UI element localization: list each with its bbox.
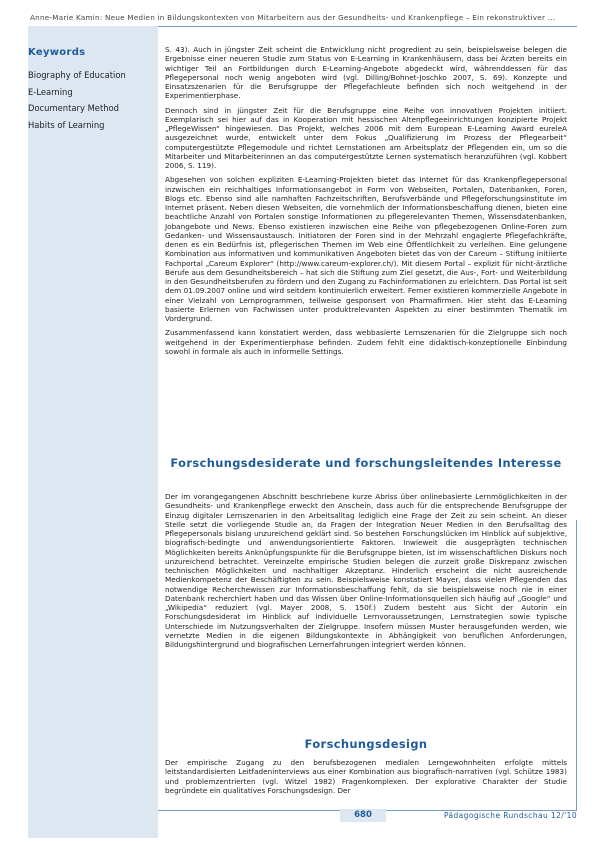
journal-name: Pädagogische Rundschau 12/'10: [443, 811, 577, 820]
keyword-item: Habits of Learning: [28, 119, 105, 130]
paragraph: S. 43). Auch in jüngster Zeit scheint die Entwicklung nicht progredient zu sein, beispielsweise belegen die Ergebnisse einer neueren Studie zum Status von E-Learning in Krankenhäusern, dass bei Ärzten bereits ein wichtiger Teil an Fortbildungen durch E-Learning-Angebote abgedeckt wird, währenddessen für das Pflegepersonal noch wenig angeboten wird (vgl. Dilling/Bohnet-Joschko 2007, S. 69). Konzepte und Einsatzszenarien für die Berufsgruppe der Pflegefachleute befinden sich noch weitgehend in der Experimentierphase.: [165, 45, 567, 101]
section-heading: Forschungsdesiderate und forschungsleitendes Interesse: [170, 456, 562, 470]
paragraph: Abgesehen von solchen expliziten E-Learning-Projekten bietet das Internet für das Krankenpflegepersonal inzwischen ein reichhaltiges Informationsangebot in Form von Webseiten, Portalen, Datenbanken, Foren, Blogs etc. Ebenso sind alle namhaften Fachzeitschriften, Berufsverbände und Pflegeforschungsinstitute im Internet präsent. Neben diesen Webseiten, die vornehmlich der Informationsbeschaffung dienen, bieten eine beachtliche Anzahl von Portalen sonstige Informationen zu pflegerelevanten Themen, Wissensdatenbanken, Jobangebote und News. Ebenso existieren inzwischen eine Reihe von pflegebezogenen Online-Foren zum Gedanken- und Wissensaustausch. Initiatoren der Foren sind in der Mehrzahl engagierte Pflegefachkräfte, denen es ein Bedürfnis ist, pflegerischen Themen im Web eine Öffentlichkeit zu verleihen. Eine gelungene Kombination aus informativen und kommunikativen Angeboten bietet das von der Careum – Stiftung initiierte Fachportal „Careum Explorer“ (http://www.careum-explorer.ch/). Mit diesem Portal – explizit für nicht-ärztliche Berufe aus dem Gesundheitsbereich – hat sich die Stiftung zum Ziel gesetzt, die Aus-, Fort- und Weiterbildung in den Gesundheitsberufen zu fördern und den Zugang zu Fachinformationen zu erleichtern. Das Portal ist seit dem 01.09.2007 online und wird seitdem kontinuierlich erweitert. Ferner existieren kommerzielle Angebote in einer Vielzahl von Lernprogrammen, teilweise gesponsert von Pharmafirmen. Hier steht das E-Learning basierte Erlernen von Fachwissen unter produktrelevanten Aspekten zu einer bestimmten Thematik im Vordergrund.: [165, 175, 567, 323]
body-section-1: [165, 45, 567, 361]
keywords-list: [28, 67, 126, 133]
keyword-item: Biography of Education: [28, 70, 126, 80]
body-section-3: [165, 758, 567, 800]
sidebar-panel: [28, 26, 158, 838]
keyword-item: E-Learning: [28, 86, 73, 97]
paragraph: Der empirische Zugang zu den berufsbezogenen medialen Lerngewohnheiten erfolgte mittels leitstandardisierten Leitfadeninterviews aus einer Kombination aus biografisch-narrativen (vgl. Schütze 1983) und problemzentrierten (vgl. Witzel 1982) Fragenkomplexen. Der explorative Charakter der Studie begründete ein qualitatives Forschungsdesign. Der: [165, 758, 567, 795]
margin-rule: [576, 520, 577, 810]
body-section-2: [165, 492, 567, 654]
page-number: 680: [340, 809, 386, 822]
section-heading: Forschungsdesign: [304, 737, 428, 751]
keywords-title: Keywords: [28, 47, 86, 58]
running-head: Anne-Marie Kamin: Neue Medien in Bildungskontexten von Mitarbeitern aus der Gesundheits- und Krankenpflege – Ein rekonstruktiver ...: [30, 13, 556, 22]
paragraph: Zusammenfassend kann konstatiert werden, dass webbasierte Lernszenarien für die Zielgruppe sich noch weitgehend in der Experimentierphase befinden. Zudem fehlt eine didaktisch-konzeptionelle Einbindung sowohl in formale als auch in informelle Settings.: [165, 328, 567, 356]
keyword-item: Documentary Method: [28, 103, 119, 113]
paragraph: Dennoch sind in jüngster Zeit für die Berufsgruppe eine Reihe von innovativen Projekten initiiert. Exemplarisch sei hier auf das in Kooperation mit hessischen Altenpflegeeinrichtungen konzipierte Projekt „PflegeWissen“ hingewiesen. Das Projekt, welches 2006 mit dem European E-Learning Award eureleA ausgezeichnet wurde, entwickelt unter dem Fokus „Qualifizierung im Prozess der Pflegearbeit“ computergestützte Pflegemodule und richtet Lernstationen am Arbeitsplatz der Pflegenden ein, um so die Mitarbeiter und Mitarbeiterinnen an das computergestützte Lernen systematisch heranzuführen (vgl. Kobbert 2006, S. 119).: [165, 105, 567, 170]
paragraph: Der im vorangegangenen Abschnitt beschriebene kurze Abriss über onlinebasierte Lernmöglichkeiten in der Gesundheits- und Krankenpflege erweckt den Anschein, dass auch für die entsprechende Berufsgruppe der Einzug digitaler Lernszenarien in den Arbeitsalltag lediglich eine Frage der Zeit zu sein scheint. An dieser Stelle setzt die vorliegende Studie an, da Fragen der Integration Neuer Medien in den Berufsalltag des Pflegepersonals bislang unzureichend geklärt sind. So bestehen Forschungslücken im Hinblick auf subjektive, biografisch-bedingte und anwendungsorientierte Faktoren. Inwieweit die ausgeprägten technischen Möglichkeiten bereits Anknüpfungspunkte für die Berufsgruppe bieten, ist im wissenschaftlichen Diskurs noch unzureichend betrachtet. Vereinzelte empirische Studien belegen die zurzeit große Diskrepanz zwischen technischen Möglichkeiten und nachhaltiger Akzeptanz. Hinderlich erscheint die nicht ausreichende Medienkompetenz der Beschäftigten zu sein. Beispielsweise konstatiert Mayer, dass vielen Pflegenden das notwendige Recherchewissen zur Informationsbeschaffung fehlt, da sie beispielsweise noch nie in einer Datenbank recherchiert haben und das Wissen über Online-Informationsquellen sich häufig auf „Google“ und „Wikipedia“ reduziert (vgl. Mayer 2008, S. 150f.) Zudem besteht aus Sicht der Autorin ein Forschungsdesiderat im Hinblick auf individuelle Lernvoraussetzungen, Lernstrategien sowie typische Unterschiede im Nutzungsverhalten der Zielgruppe. Insofern müssen Muster herausgefunden werden, wie vernetzte Medien in die eigenen Bildungskontexte in Abhängigkeit von beruflichen Anforderungen, Bildungshintergrund und biografischen Lernerfahrungen integriert werden können.: [165, 492, 567, 649]
